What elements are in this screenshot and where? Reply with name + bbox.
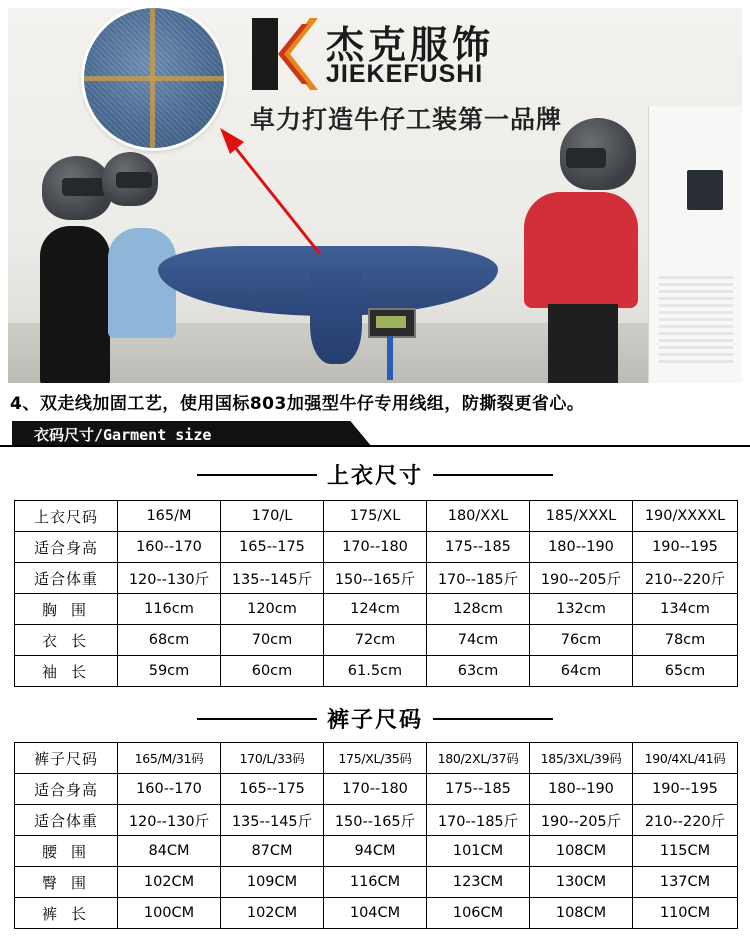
table-cell: 130CM: [530, 867, 633, 898]
weighing-scale: [368, 308, 412, 380]
table-cell: 59cm: [118, 656, 221, 687]
garment-size-header: [0, 421, 750, 447]
table-cell: 120cm: [221, 594, 324, 625]
table-cell: 160--170: [118, 774, 221, 805]
table-cell: 76cm: [530, 625, 633, 656]
table-cell: 165--175: [221, 774, 324, 805]
table-row: [15, 656, 738, 687]
table-cell: 78cm: [633, 625, 738, 656]
table-row: [15, 774, 738, 805]
brand-logo-icon: [252, 18, 318, 90]
table-row: [15, 625, 738, 656]
table-cell: 150--165斤: [324, 563, 427, 594]
table-row: [15, 836, 738, 867]
table-cell: 108CM: [530, 836, 633, 867]
table-cell: 190/4XL/41码: [633, 743, 738, 774]
product-photo: [8, 8, 742, 383]
table-cell: 65cm: [633, 656, 738, 687]
table-cell: 109CM: [221, 867, 324, 898]
table-cell: 165/M/31码: [118, 743, 221, 774]
pants-section-title: [0, 703, 750, 734]
table-cell: 165/M: [118, 501, 221, 532]
table-cell: 102CM: [221, 898, 324, 929]
table-cell: 104CM: [324, 898, 427, 929]
table-cell: 101CM: [427, 836, 530, 867]
table-row: [15, 805, 738, 836]
table-cell: 132cm: [530, 594, 633, 625]
row-label: 上衣尺码: [15, 501, 118, 532]
feature-description: 4、双走线加固工艺，使用国标803加强型牛仔专用线组，防撕裂更省心。: [10, 394, 585, 414]
table-cell: 210--220斤: [633, 563, 738, 594]
table-cell: 180--190: [530, 774, 633, 805]
table-cell: 150--165斤: [324, 805, 427, 836]
garment-size-label: 衣码尺寸/Garment size: [34, 426, 212, 444]
air-conditioner: [648, 106, 742, 383]
table-cell: 61.5cm: [324, 656, 427, 687]
table-cell: 190--195: [633, 774, 738, 805]
table-cell: 116cm: [118, 594, 221, 625]
table-cell: 100CM: [118, 898, 221, 929]
table-cell: 190--195: [633, 532, 738, 563]
table-cell: 70cm: [221, 625, 324, 656]
table-cell: 175/XL: [324, 501, 427, 532]
row-label: 胸围: [15, 594, 118, 625]
row-label: 臀围: [15, 867, 118, 898]
table-cell: 185/3XL/39码: [530, 743, 633, 774]
table-cell: 102CM: [118, 867, 221, 898]
seam-closeup: [84, 8, 224, 148]
table-cell: 74cm: [427, 625, 530, 656]
table-cell: 190--205斤: [530, 805, 633, 836]
table-cell: 116CM: [324, 867, 427, 898]
brand-name-cn: 杰克服饰: [326, 23, 495, 67]
table-row: [15, 532, 738, 563]
pants-title: 裤子尺码: [326, 708, 423, 733]
row-label: 腰围: [15, 836, 118, 867]
table-row: [15, 867, 738, 898]
table-cell: 135--145斤: [221, 563, 324, 594]
table-cell: 134cm: [633, 594, 738, 625]
table-cell: 175--185: [427, 774, 530, 805]
row-label: 裤长: [15, 898, 118, 929]
table-cell: 190/XXXXL: [633, 501, 738, 532]
table-cell: 110CM: [633, 898, 738, 929]
table-row: [15, 898, 738, 929]
table-cell: 170--180: [324, 532, 427, 563]
table-cell: 120--130斤: [118, 563, 221, 594]
row-label: 裤子尺码: [15, 743, 118, 774]
table-cell: 108CM: [530, 898, 633, 929]
row-label: 适合体重: [15, 563, 118, 594]
table-cell: 170--185斤: [427, 563, 530, 594]
table-cell: 63cm: [427, 656, 530, 687]
table-cell: 170--180: [324, 774, 427, 805]
table-cell: 185/XXXL: [530, 501, 633, 532]
table-cell: 68cm: [118, 625, 221, 656]
table-cell: 124cm: [324, 594, 427, 625]
table-row: [15, 594, 738, 625]
table-cell: 175/XL/35码: [324, 743, 427, 774]
brand-name-en: JIEKEFUSHI: [326, 60, 484, 88]
jeans-crotch: [310, 270, 362, 364]
table-cell: 210--220斤: [633, 805, 738, 836]
tops-title: 上衣尺寸: [326, 464, 423, 489]
table-cell: 84CM: [118, 836, 221, 867]
table-cell: 180/2XL/37码: [427, 743, 530, 774]
table-cell: 106CM: [427, 898, 530, 929]
table-cell: 128cm: [427, 594, 530, 625]
row-label: 适合体重: [15, 805, 118, 836]
row-label: 衣长: [15, 625, 118, 656]
table-cell: 180--190: [530, 532, 633, 563]
tops-section-title: [0, 459, 750, 490]
row-label: 袖长: [15, 656, 118, 687]
row-label: 适合身高: [15, 532, 118, 563]
table-cell: 175--185: [427, 532, 530, 563]
table-row: [15, 743, 738, 774]
table-cell: 170--185斤: [427, 805, 530, 836]
table-cell: 87CM: [221, 836, 324, 867]
table-cell: 94CM: [324, 836, 427, 867]
table-cell: 190--205斤: [530, 563, 633, 594]
table-cell: 60cm: [221, 656, 324, 687]
table-cell: 170/L/33码: [221, 743, 324, 774]
pants-size-table: [14, 742, 738, 929]
table-cell: 180/XXL: [427, 501, 530, 532]
table-cell: 165--175: [221, 532, 324, 563]
table-cell: 120--130斤: [118, 805, 221, 836]
table-cell: 64cm: [530, 656, 633, 687]
table-cell: 170/L: [221, 501, 324, 532]
row-label: 适合身高: [15, 774, 118, 805]
table-cell: 115CM: [633, 836, 738, 867]
table-cell: 72cm: [324, 625, 427, 656]
table-cell: 160--170: [118, 532, 221, 563]
table-row: [15, 563, 738, 594]
brand-slogan: 卓力打造牛仔工装第一品牌: [250, 105, 563, 134]
table-row: [15, 501, 738, 532]
table-cell: 137CM: [633, 867, 738, 898]
table-cell: 123CM: [427, 867, 530, 898]
person-right: [504, 118, 654, 383]
tops-size-table: [14, 500, 738, 687]
table-cell: 135--145斤: [221, 805, 324, 836]
